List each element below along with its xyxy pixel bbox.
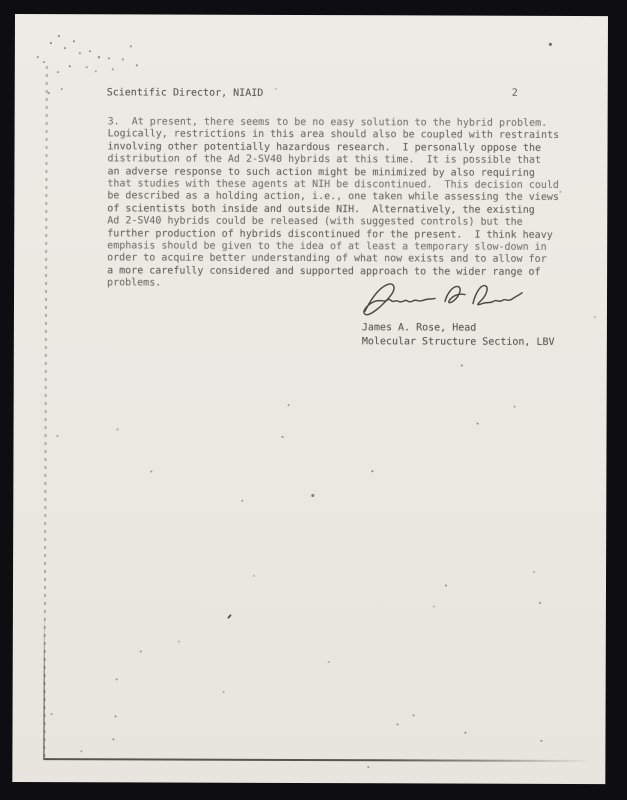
dust-speck [61,88,63,90]
dust-speck [367,766,369,768]
dust-speck [50,42,52,44]
dust-speck [540,740,542,742]
dust-speck [108,57,110,59]
dust-speck [79,52,81,54]
typed-title-line: Molecular Structure Section, LBV [361,336,555,348]
dust-speck [73,40,75,42]
text-line: of scientists both inside and outside NIH. Alternatively, the existing [107,203,535,216]
dust-speck [241,500,243,502]
dust-speck [223,691,225,693]
dust-speck [469,157,471,159]
dust-speck [112,738,114,740]
signature-handwriting [357,281,525,324]
dust-speck [477,423,479,425]
dust-speck [58,35,60,37]
photocopy-bottom-edge-line [44,758,590,762]
dust-speck [116,678,118,680]
text-line: problems. [107,277,162,289]
dust-speck [328,661,330,663]
text-line: be described as a holding action, i.e., one taken while assessing the views [107,190,559,204]
dust-speck [150,470,152,472]
dust-speck [57,435,59,437]
signature-stroke-a [445,286,465,302]
dust-speck [140,650,142,652]
typed-name-line: James A. Rose, Head [361,322,477,334]
dust-speck [57,71,59,73]
dust-speck [80,750,82,752]
dust-speck [445,585,447,587]
text-line: distribution of the Ad 2-SV40 hybrids at this time. It is possible that [107,153,541,167]
page-number: 2 [511,87,518,99]
text-line: a more carefully considered and supported approach to the wider range of [107,265,541,278]
dust-speck [549,43,552,46]
text-line: 3. At present, there seems to be no easy solution to the hybrid problem. [107,116,548,129]
recipient-line: Scientific Director, NIAID [106,87,264,99]
dust-speck [371,470,373,472]
dust-speck [43,61,45,63]
document-page [12,14,608,784]
text-line: order to acquire better understanding of what now exists and to allow for [107,252,547,266]
signature-stroke-james [364,284,435,315]
dust-speck [178,641,180,643]
dust-speck [48,92,50,94]
dust-speck [594,316,596,318]
dust-speck [112,68,114,70]
text-line: that studies with these agents at NIH be discontinued. This decision could [107,178,559,191]
ink-slash-mark [227,614,231,618]
dust-speck [288,404,290,406]
body-paragraph [107,116,559,291]
text-line: emphasis should be given to the idea of at least a temporary slow-down in [107,240,547,253]
dust-speck [413,714,415,716]
dust-speck [51,713,53,715]
dust-speck [282,436,284,438]
dust-speck [117,428,119,430]
text-line: involving other potentially hazardous research. I personally oppose the [107,141,542,154]
dust-speck [461,365,463,367]
text-line: further production of hybrids discontinued for the present. I think heavy [107,227,553,241]
dust-speck [464,732,466,734]
dust-speck [559,191,561,193]
dust-speck [115,715,117,717]
dust-speck [253,575,255,577]
signature-block [362,321,555,350]
dust-speck [397,723,399,725]
dust-speck [311,494,314,497]
dust-speck [275,88,277,90]
dust-speck [98,56,100,58]
specks-layer [15,14,608,16]
text-line: Ad 2-SV40 hybrids could be released (with suggested controls) but the [107,215,523,229]
text-line: an adverse response to such action might be minimized by also requiring [107,165,535,179]
dust-speck [122,58,124,60]
dust-speck [37,56,39,58]
dust-speck [433,605,435,607]
dust-speck [64,47,66,49]
dust-speck [89,50,91,52]
dust-speck [136,64,138,66]
dust-speck [95,70,97,72]
dust-speck [539,602,541,604]
text-line: Logically, restrictions in this area should also be coupled with restraints [107,128,560,142]
signature-stroke-rose [473,286,522,305]
dust-speck [69,65,71,67]
dust-speck [86,66,88,68]
dust-speck [130,45,132,47]
dust-speck [514,406,516,408]
dust-speck [533,571,535,573]
